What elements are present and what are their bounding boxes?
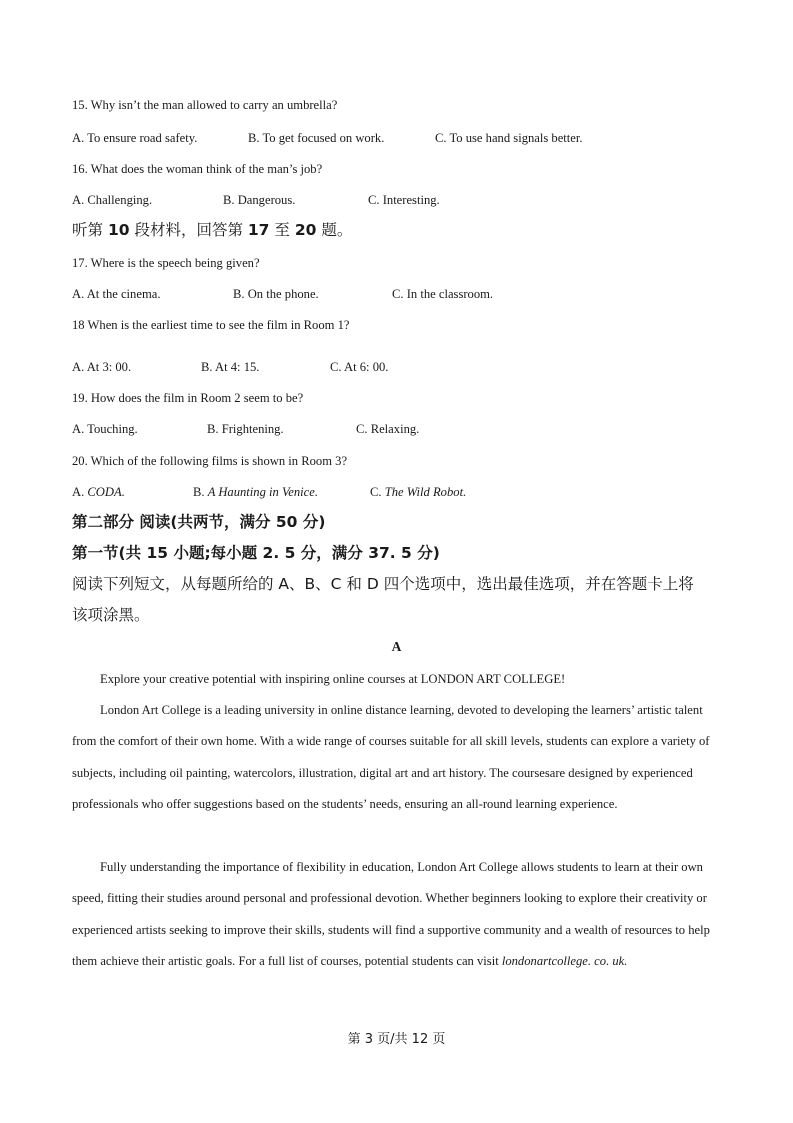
question-16-option-b: B. Dangerous. bbox=[223, 193, 296, 207]
question-16-stem: 16. What does the woman think of the man’s job? bbox=[72, 162, 323, 176]
question-17-option-c: C. In the classroom. bbox=[392, 287, 494, 301]
instructions-line-1: 阅读下列短文，从每题所给的 A、B、C 和 D 四个选项中，选出最佳选项，并在答题卡上将 bbox=[72, 575, 694, 593]
question-18-option-c: C. At 6: 00. bbox=[330, 360, 389, 374]
part-2-title: 第二部分 阅读(共两节，满分 50 分) bbox=[72, 513, 326, 531]
question-19-option-c: C. Relaxing. bbox=[356, 422, 420, 436]
question-17-option-b: B. On the phone. bbox=[233, 287, 319, 301]
page-number: 第 3 页/共 12 页 bbox=[347, 1032, 446, 1047]
question-15-option-b: B. To get focused on work. bbox=[248, 131, 385, 145]
question-15-option-c: C. To use hand signals better. bbox=[435, 131, 583, 145]
question-19-option-b: B. Frightening. bbox=[207, 422, 284, 436]
question-15-stem: 15. Why isn’t the man allowed to carry an umbrella? bbox=[72, 98, 338, 112]
question-17-option-a: A. At the cinema. bbox=[72, 287, 161, 301]
question-19-stem: 19. How does the film in Room 2 seem to be? bbox=[72, 391, 304, 405]
passage-paragraph-1: London Art College is a leading university in online distance learning, devoted to developing the learners’ artistic talent from the comfort of their own home. With a wide range of courses suitable for all skill levels, students can explore a variety of subjects, including oil painting, watercolors, illustration, digital art and art history. The coursesare designed by experienced professionals who offer suggestions based on the students’ needs, ensuring an all-round learning experience. bbox=[72, 703, 710, 811]
section-1-title: 第一节(共 15 小题;每小题 2. 5 分，满分 37. 5 分) bbox=[72, 544, 440, 562]
question-17-stem: 17. Where is the speech being given? bbox=[72, 256, 260, 270]
instructions-line-2: 该项涂黑。 bbox=[72, 606, 150, 624]
question-15-option-a: A. To ensure road safety. bbox=[72, 131, 198, 145]
question-16-option-a: A. Challenging. bbox=[72, 193, 153, 207]
question-20-option-c: C. The Wild Robot. bbox=[370, 485, 467, 499]
question-18-option-b: B. At 4: 15. bbox=[201, 360, 260, 374]
passage-paragraph-2: Fully understanding the importance of flexibility in education, London Art College allows students to learn at their own speed, fitting their studies around personal and professional devotion. Whether beginners looking to explore their creativity or experienced artists seeking to improve their skills, students will find a supportive community and a wealth of resources to help them achieve their artistic goals. For a full list of courses, potential students can visit londonartcollege. co. uk. bbox=[72, 860, 710, 968]
passage-label: A bbox=[391, 639, 402, 654]
passage-intro: Explore your creative potential with inspiring online courses at LONDON ART COLLEGE! bbox=[100, 672, 566, 686]
course-website-link: londonartcollege. co. uk. bbox=[501, 953, 628, 968]
question-20-option-a: A. CODA. bbox=[72, 485, 125, 499]
question-16-option-c: C. Interesting. bbox=[368, 193, 440, 207]
question-18-stem: 18 When is the earliest time to see the film in Room 1? bbox=[72, 318, 350, 332]
question-19-option-a: A. Touching. bbox=[72, 422, 138, 436]
question-20-stem: 20. Which of the following films is shown in Room 3? bbox=[72, 454, 348, 468]
section-10-heading: 听第 10 段材料，回答第 17 至 20 题。 bbox=[72, 221, 353, 239]
question-20-option-b: B. A Haunting in Venice. bbox=[193, 485, 318, 499]
question-18-option-a: A. At 3: 00. bbox=[72, 360, 132, 374]
